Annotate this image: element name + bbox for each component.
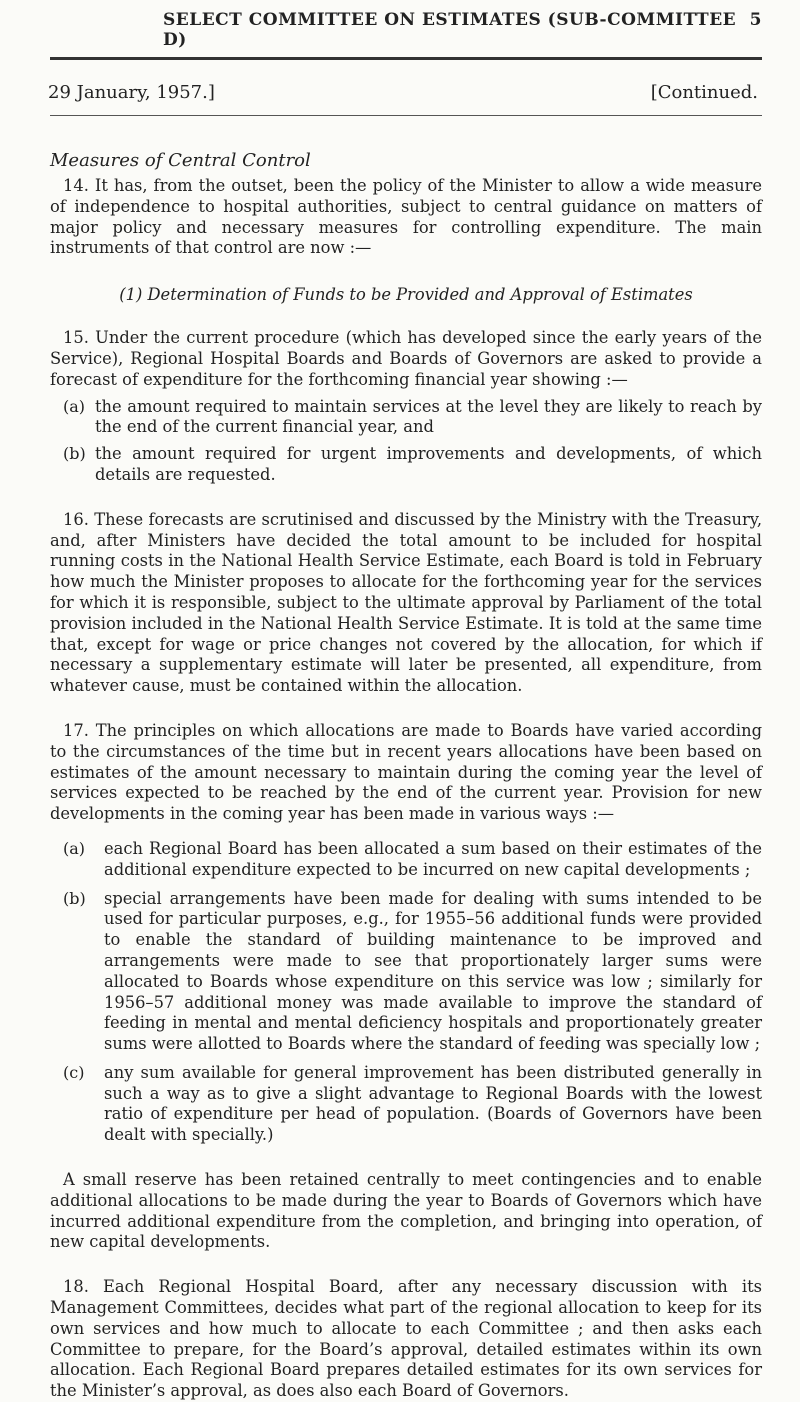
list-item [63, 444, 762, 486]
list-item-label: (a) [63, 838, 86, 858]
list-item-text: the amount required to maintain services at the level they are likely to reach by the end of the current financial year, and [95, 396, 762, 437]
list-item-label: (b) [63, 888, 86, 908]
list-item [63, 397, 762, 439]
list-item-text: special arrangements have been made for dealing with sums intended to be used for particular purposes, e.g., for 1955–56 additional funds were provided to enable the standard of building maintenance to be improved and arrangements were made to see that proportionately larger sums were allocated to Boards whose expenditure on this service was low ; similarly for 1956–57 additional money was made available to improve the standard of feeding in mental and mental deficiency hospitals and proportionately greater sums were allotted to Boards where the standard of feeding was specially low ; [104, 888, 762, 1054]
list-item-text: the amount required for urgent improvements and developments, of which details are requested. [95, 444, 762, 484]
list-item [63, 839, 762, 881]
section-heading: Measures of Central Control [50, 150, 311, 171]
paragraph-16: 16. These forecasts are scrutinised and discussed by the Ministry with the Treasury, and, after Ministers have decided the total amount to be included for hospital running costs in the National Health Service Estimate, each Board is told in February how much the Minister proposes to allocate for the forthcoming year for the services for which it is responsible, subject to the ultimate approval by Parliament of the total provision included in the National Health Service Estimate. It is told at the same time that, except for wage or price changes not covered by the allocation, for which if necessary a supplementary estimate will later be presented, all expenditure, from whatever cause, must be contained within the allocation. [50, 509, 762, 696]
list-item-label: (a) [63, 396, 86, 416]
dateline [50, 82, 762, 103]
header-rule [50, 57, 762, 60]
running-header [50, 0, 762, 50]
page-number: 5 [749, 10, 762, 30]
paragraph-18: 18. Each Regional Hospital Board, after any necessary discussion with its Management Committees, decides what part of the regional allocation to keep for its own services and how much to allocate to each Committee ; and then asks each Committee to prepare, for the Board’s approval, detailed estimates within its own allocation. Each Regional Board prepares detailed estimates for its own services for the Minister’s approval, as does also each Board of Governors. [50, 1277, 762, 1401]
dateline-rule [50, 115, 762, 116]
list-item [63, 1063, 762, 1146]
list-item-text: any sum available for general improvement has been distributed generally in such a way as to give a slight advantage to Regional Boards with the lowest ratio of expenditure per head of population. (Boards of Governors have been dealt with specially.) [104, 1062, 762, 1145]
continued-label: [Continued. [650, 82, 758, 103]
paragraph-17: 17. The principles on which allocations are made to Boards have varied according to the circumstances of the time but in recent years allocations have been based on estimates of the amount necessary to maintain during the coming year the level of services expected to be reached by the end of the current year. Provision for new developments in the coming year has been made in various ways :— [50, 720, 762, 824]
subheading: (1) Determination of Funds to be Provided and Approval of Estimates [119, 285, 693, 305]
paragraph-14: 14. It has, from the outset, been the policy of the Minister to allow a wide measure of independence to hospital authorities, subject to central guidance on matters of major policy and necessary measures for controlling expenditure. The main instruments of that control are now :— [50, 176, 762, 258]
running-title: SELECT COMMITTEE ON ESTIMATES (SUB-COMMITTEE D) [163, 10, 737, 50]
paragraph-17-reserve: A small reserve has been retained centrally to meet contingencies and to enable additional allocations to be made during the year to Boards of Governors which have incurred additional expenditure from the completion, and bringing into operation, of new capital developments. [50, 1170, 762, 1252]
paragraph-15: 15. Under the current procedure (which has developed since the early years of the Service), Regional Hospital Boards and Boards of Governors are asked to provide a forecast of expenditure for the forthcoming financial year showing :— [50, 328, 762, 389]
list-item [63, 889, 762, 1055]
list-item-label: (b) [63, 444, 86, 464]
list-item-label: (c) [63, 1062, 85, 1082]
session-date: 29 January, 1957.] [48, 82, 215, 103]
list-item-text: each Regional Board has been allocated a sum based on their estimates of the additional expenditure expected to be incurred on new capital developments ; [104, 838, 762, 879]
